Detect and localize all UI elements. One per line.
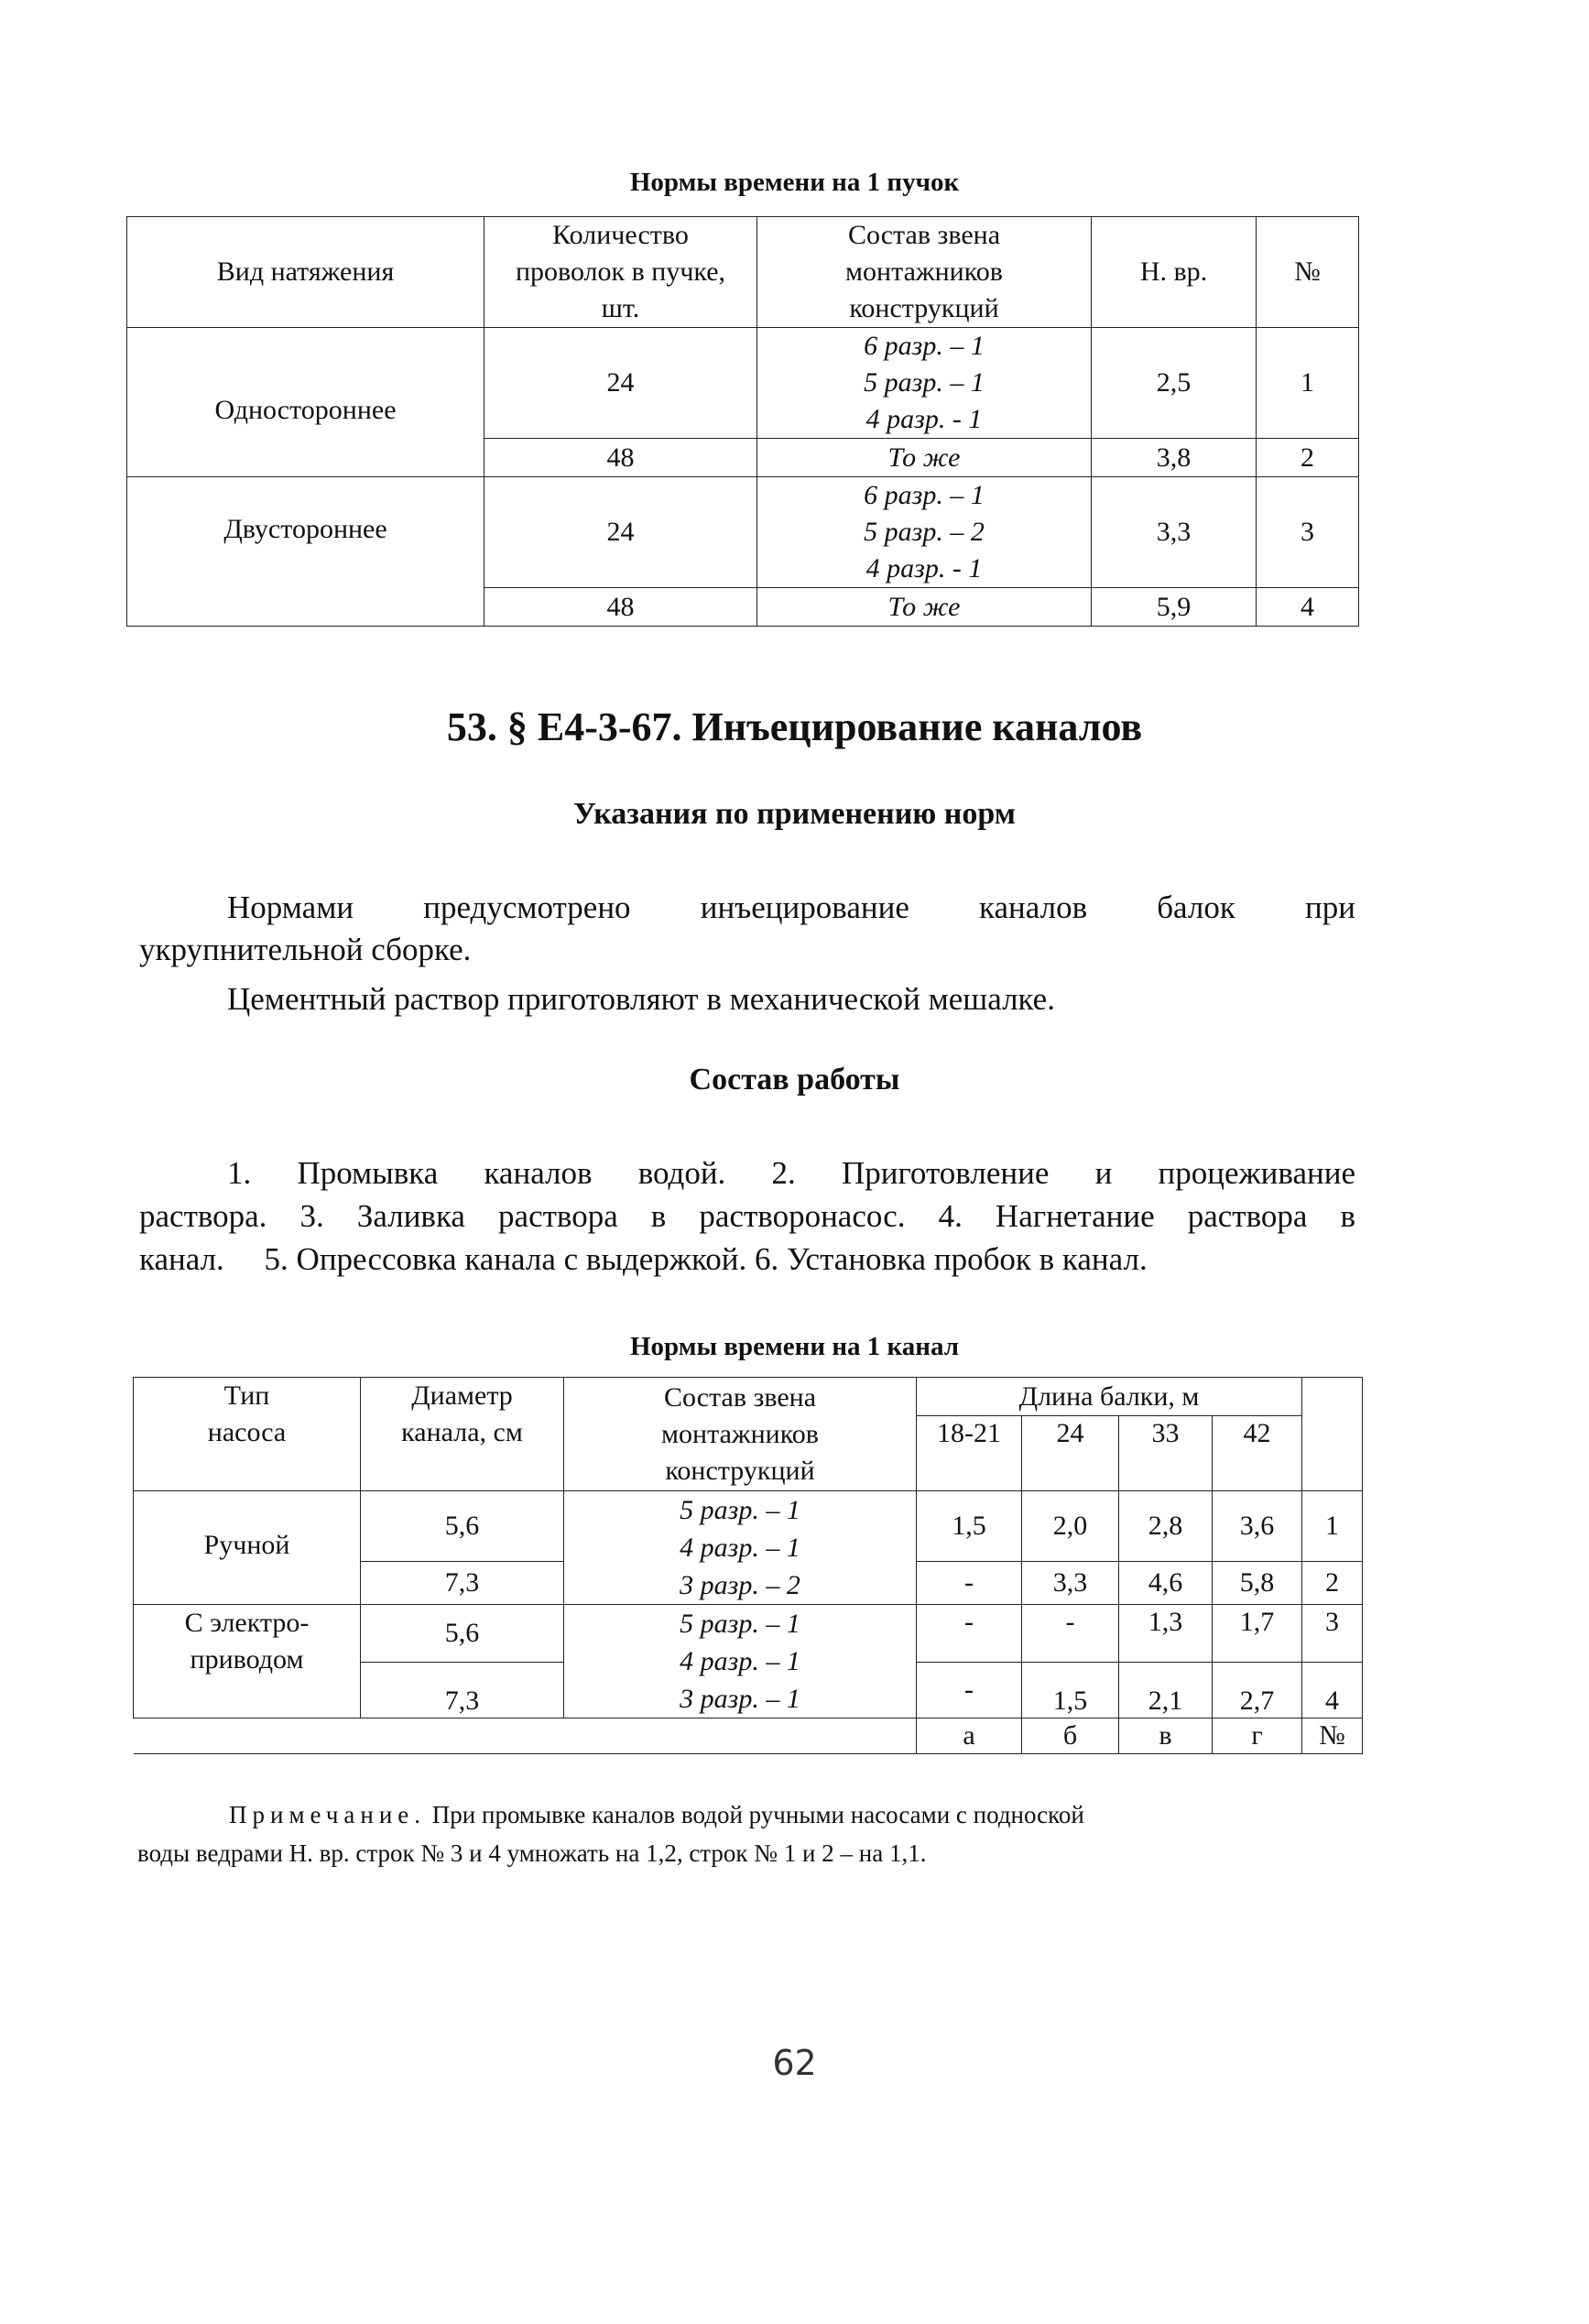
value-cell: 2,1 [1119,1663,1213,1718]
header-length-24: 24 [1022,1416,1119,1491]
diameter-cell: 7,3 [361,1663,564,1718]
table1-caption: Нормы времени на 1 пучок [629,168,960,197]
crew-cell: То же [757,588,1092,627]
table-row [127,328,1359,439]
norms-table-channel [133,1377,1363,1754]
header-length-18-21: 18-21 [917,1416,1022,1491]
row-num-cell: 1 [1257,328,1359,439]
row-num-cell: 1 [1302,1491,1363,1562]
value-cell: 3,6 [1213,1491,1302,1562]
value-cell: 2,8 [1119,1491,1213,1562]
instructions-heading: Указания по применению норм [573,797,1016,831]
wire-count-cell: 48 [484,588,757,627]
value-cell: 1,5 [917,1491,1022,1562]
pump-type-cell: С электро- приводом [134,1605,361,1718]
note-text: При промывке каналов водой ручными насосами с подноской [431,1801,1084,1828]
header-tension-type: Вид натяжения [127,217,484,328]
row-num-cell: 2 [1302,1562,1363,1605]
value-cell: 2,0 [1022,1491,1119,1562]
footer-col-label: № [1302,1718,1363,1754]
crew-cell: То же [757,439,1092,477]
value-cell: 5,8 [1213,1562,1302,1605]
footer-col-label: б [1022,1718,1119,1754]
wire-count-cell: 24 [484,328,757,439]
header-wire-count: Количество проволок в пучке, шт. [484,217,757,328]
header-length-42: 42 [1213,1416,1302,1491]
work-heading: Состав работы [689,1063,900,1097]
footer-col-label: а [917,1718,1022,1754]
footer-blank [134,1718,917,1754]
norm-cell: 3,8 [1092,439,1257,477]
header-beam-length: Длина балки, м [917,1378,1302,1416]
table2-caption: Нормы времени на 1 канал [629,1332,960,1361]
tension-type-cell: Двустороннее [127,477,484,627]
diameter-cell: 7,3 [361,1562,564,1605]
header-diameter: Диаметр канала, см [361,1378,564,1491]
value-cell: 1,3 [1119,1605,1213,1663]
value-cell: 2,7 [1213,1663,1302,1718]
norm-cell: 5,9 [1092,588,1257,627]
work-line: раствора. 3. Заливка раствора в растворонасос. 4. Нагнетание раствора в [139,1198,1355,1234]
table-footer-row [134,1718,1363,1754]
page-number: 62 [772,2043,817,2083]
footer-col-label: в [1119,1718,1213,1754]
row-num-cell: 4 [1257,588,1359,627]
value-cell: - [917,1605,1022,1663]
crew-cell: 5 разр. – 1 4 разр. – 1 3 разр. – 2 [564,1491,917,1605]
value-cell: - [1022,1605,1119,1663]
instructions-line: Цементный раствор приготовляют в механической мешалке. [227,981,1055,1017]
row-num-cell: 3 [1302,1605,1363,1663]
crew-cell: 6 разр. – 1 5 разр. – 2 4 разр. - 1 [757,477,1092,588]
value-cell: - [917,1562,1022,1605]
diameter-cell: 5,6 [361,1491,564,1562]
section-title: 53. § Е4-3-67. Инъецирование каналов [446,704,1143,749]
value-cell: - [917,1663,1022,1718]
value-cell: 4,6 [1119,1562,1213,1605]
instructions-line: укрупнительной сборке. [139,932,472,967]
note-label: Примечание. [229,1801,427,1828]
row-num-cell: 3 [1257,477,1359,588]
row-num-cell: 2 [1257,439,1359,477]
note-line [229,1795,1365,1834]
note-line: воды ведрами Н. вр. строк № 3 и 4 умножать на 1,2, строк № 1 и 2 – на 1,1. [137,1839,927,1867]
norms-table-bundle [126,216,1359,627]
header-num: № [1257,217,1359,328]
pump-type-cell: Ручной [134,1491,361,1605]
header-blank [1302,1378,1363,1491]
row-num-cell: 4 [1302,1663,1363,1718]
header-crew: Состав звена монтажников конструкций [757,217,1092,328]
crew-cell: 5 разр. – 1 4 разр. – 1 3 разр. – 1 [564,1605,917,1718]
header-norm: Н. вр. [1092,217,1257,328]
value-cell: 3,3 [1022,1562,1119,1605]
wire-count-cell: 24 [484,477,757,588]
footer-col-label: г [1213,1718,1302,1754]
tension-type-cell: Одностороннее [127,328,484,477]
value-cell: 1,5 [1022,1663,1119,1718]
header-pump-type: Тип насоса [134,1378,361,1491]
work-line: 1. Промывка каналов водой. 2. Приготовление и процеживание [227,1155,1355,1191]
work-line: канал. 5. Опрессовка канала с выдержкой. 6. Установка пробок в канал. [139,1241,1148,1277]
table-row [134,1491,1363,1562]
crew-cell: 6 разр. – 1 5 разр. – 1 4 разр. - 1 [757,328,1092,439]
value-cell: 1,7 [1213,1605,1302,1663]
header-length-33: 33 [1119,1416,1213,1491]
diameter-cell: 5,6 [361,1605,564,1663]
norm-cell: 2,5 [1092,328,1257,439]
wire-count-cell: 48 [484,439,757,477]
norm-cell: 3,3 [1092,477,1257,588]
table-row [134,1605,1363,1663]
instructions-line: Нормами предусмотрено инъецирование каналов балок при [227,889,1355,925]
header-crew: Состав звена монтажников конструкций [564,1378,917,1491]
table-row [127,477,1359,588]
